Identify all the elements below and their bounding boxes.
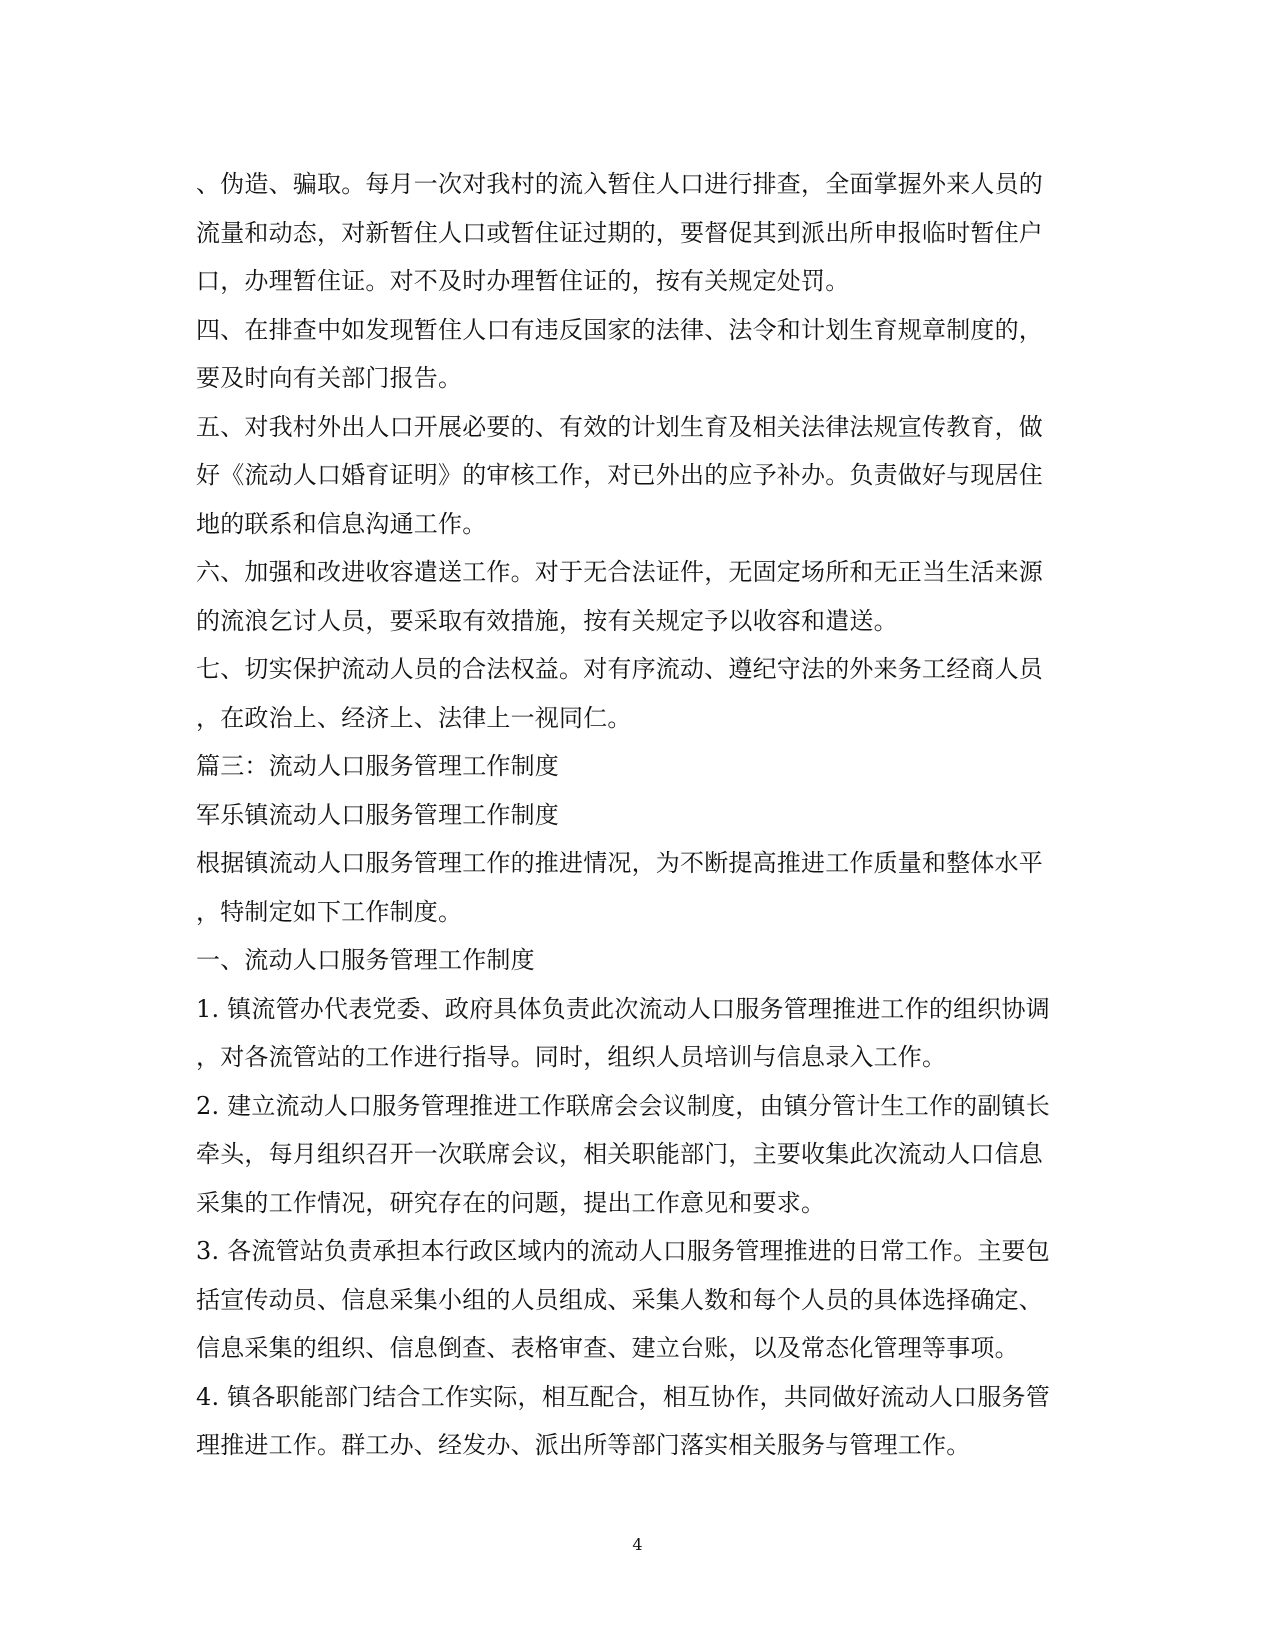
text-line: 流量和动态，对新暂住人口或暂住证过期的，要督促其到派出所申报临时暂住户 <box>196 218 1043 247</box>
page-number: 4 <box>632 1535 643 1554</box>
text-line: 要及时向有关部门报告。 <box>196 364 463 392</box>
text-line: 、伪造、骗取。每月一次对我村的流入暂住人口进行排查，全面掌握外来人员的 <box>196 170 1043 198</box>
section-heading: 篇三：流动人口服务管理工作制度 <box>196 752 559 780</box>
text-line: 好《流动人口婚育证明》的审核工作，对已外出的应予补办。负责做好与现居住 <box>196 461 1043 489</box>
text-line: 地的联系和信息沟通工作。 <box>196 509 487 538</box>
text-line: 采集的工作情况，研究存在的问题，提出工作意见和要求。 <box>196 1188 826 1217</box>
document-title: 军乐镇流动人口服务管理工作制度 <box>196 800 559 829</box>
text-line: 四、在排查中如发现暂住人口有违反国家的法律、法令和计划生育规章制度的， <box>196 315 1043 344</box>
text-line: ，特制定如下工作制度。 <box>196 897 463 926</box>
text-line: ，在政治上、经济上、法律上一视同仁。 <box>196 703 632 732</box>
text-line: 根据镇流动人口服务管理工作的推进情况，为不断提高推进工作质量和整体水平 <box>196 849 1043 877</box>
text-line: 五、对我村外出人口开展必要的、有效的计划生育及相关法律法规宣传教育，做 <box>196 412 1043 441</box>
text-line: 的流浪乞讨人员，要采取有效措施，按有关规定予以收容和遣送。 <box>196 606 898 635</box>
document-body <box>196 160 1076 1470</box>
text-line: 口，办理暂住证。对不及时办理暂住证的，按有关规定处罚。 <box>196 267 850 295</box>
text-line: 括宣传动员、信息采集小组的人员组成、采集人数和每个人员的具体选择确定、 <box>196 1285 1043 1314</box>
text-line: ，对各流管站的工作进行指导。同时，组织人员培训与信息录入工作。 <box>196 1043 947 1071</box>
text-line: 3. 各流管站负责承担本行政区域内的流动人口服务管理推进的日常工作。主要包 <box>196 1237 1050 1265</box>
text-line: 1. 镇流管办代表党委、政府具体负责此次流动人口服务管理推进工作的组织协调 <box>196 994 1050 1023</box>
subsection-heading: 一、流动人口服务管理工作制度 <box>196 946 535 974</box>
text-line: 理推进工作。群工办、经发办、派出所等部门落实相关服务与管理工作。 <box>196 1431 971 1459</box>
text-line: 信息采集的组织、信息倒查、表格审查、建立台账，以及常态化管理等事项。 <box>196 1334 1019 1362</box>
text-line: 七、切实保护流动人员的合法权益。对有序流动、遵纪守法的外来务工经商人员 <box>196 655 1043 683</box>
text-line: 六、加强和改进收容遣送工作。对于无合法证件，无固定场所和无正当生活来源 <box>196 558 1043 586</box>
text-line: 牵头，每月组织召开一次联席会议，相关职能部门，主要收集此次流动人口信息 <box>196 1140 1043 1168</box>
text-line: 2. 建立流动人口服务管理推进工作联席会会议制度，由镇分管计生工作的副镇长 <box>196 1091 1050 1120</box>
text-line: 4. 镇各职能部门结合工作实际，相互配合，相互协作，共同做好流动人口服务管 <box>196 1382 1050 1411</box>
